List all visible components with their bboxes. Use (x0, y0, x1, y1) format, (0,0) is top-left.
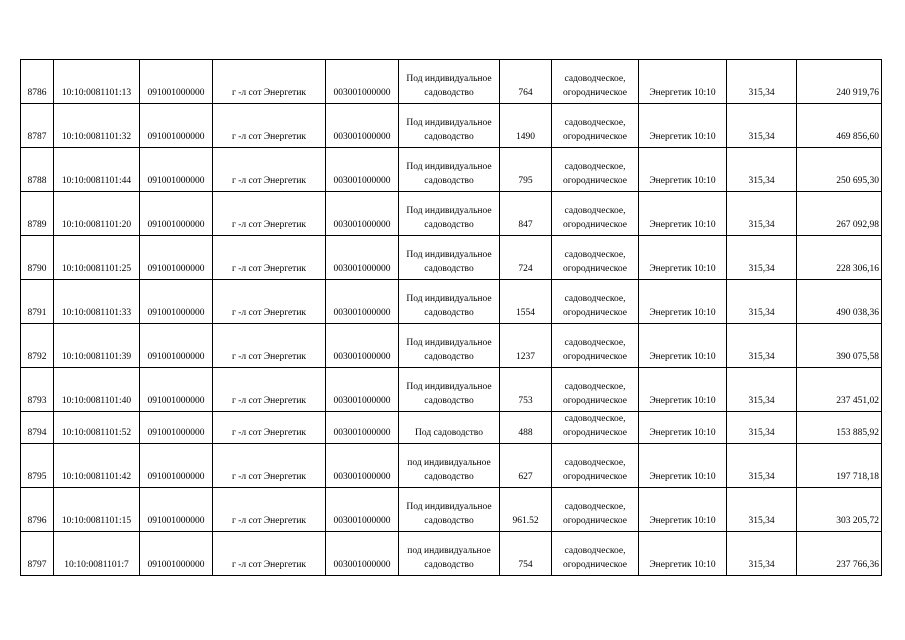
specific-value-cell: 315,34 (727, 148, 797, 192)
cadastral-number-cell: 10:10:0081101:15 (54, 488, 140, 532)
land-category-cell: садоводческое, огородническое (552, 368, 639, 412)
cadastral-quarter-cell: Энергетик 10:10 (639, 280, 727, 324)
table-row (21, 368, 882, 412)
land-category-cell: садоводческое, огородническое (552, 148, 639, 192)
cadastral-quarter-cell: Энергетик 10:10 (639, 412, 727, 444)
okato-code-cell: 091001000000 (140, 192, 213, 236)
oktmo-code-cell: 003001000000 (326, 532, 399, 576)
specific-value-cell: 315,34 (727, 488, 797, 532)
cadastral-value-cell: 469 856,60 (797, 104, 882, 148)
cadastral-number-cell: 10:10:0081101:52 (54, 412, 140, 444)
cadastral-quarter-cell: Энергетик 10:10 (639, 236, 727, 280)
permitted-use-cell: под индивидуальное садоводство (399, 444, 500, 488)
location-cell: г -л сот Энергетик (213, 148, 326, 192)
location-cell: г -л сот Энергетик (213, 280, 326, 324)
cadastral-value-cell: 303 205,72 (797, 488, 882, 532)
land-category-cell: садоводческое, огородническое (552, 412, 639, 444)
cadastral-number-cell: 10:10:0081101:33 (54, 280, 140, 324)
land-category-cell: садоводческое, огородническое (552, 488, 639, 532)
oktmo-code-cell: 003001000000 (326, 148, 399, 192)
row-number-cell: 8787 (21, 104, 54, 148)
area-cell: 724 (500, 236, 552, 280)
table-row (21, 532, 882, 576)
cadastral-quarter-cell: Энергетик 10:10 (639, 60, 727, 104)
land-category-cell: садоводческое, огородническое (552, 104, 639, 148)
cadastral-value-cell: 237 766,36 (797, 532, 882, 576)
cadastral-quarter-cell: Энергетик 10:10 (639, 324, 727, 368)
location-cell: г -л сот Энергетик (213, 444, 326, 488)
area-cell: 795 (500, 148, 552, 192)
row-number-cell: 8794 (21, 412, 54, 444)
area-cell: 961.52 (500, 488, 552, 532)
row-number-cell: 8790 (21, 236, 54, 280)
location-cell: г -л сот Энергетик (213, 192, 326, 236)
cadastral-quarter-cell: Энергетик 10:10 (639, 368, 727, 412)
row-number-cell: 8789 (21, 192, 54, 236)
area-cell: 1554 (500, 280, 552, 324)
okato-code-cell: 091001000000 (140, 412, 213, 444)
okato-code-cell: 091001000000 (140, 104, 213, 148)
cadastral-number-cell: 10:10:0081101:42 (54, 444, 140, 488)
area-cell: 627 (500, 444, 552, 488)
oktmo-code-cell: 003001000000 (326, 412, 399, 444)
permitted-use-cell: Под индивидуальное садоводство (399, 236, 500, 280)
specific-value-cell: 315,34 (727, 236, 797, 280)
oktmo-code-cell: 003001000000 (326, 488, 399, 532)
table-row (21, 236, 882, 280)
row-number-cell: 8796 (21, 488, 54, 532)
row-number-cell: 8792 (21, 324, 54, 368)
cadastral-quarter-cell: Энергетик 10:10 (639, 444, 727, 488)
cadastral-value-cell: 490 038,36 (797, 280, 882, 324)
cadastral-number-cell: 10:10:0081101:32 (54, 104, 140, 148)
location-cell: г -л сот Энергетик (213, 368, 326, 412)
table-row (21, 444, 882, 488)
cadastral-value-cell: 197 718,18 (797, 444, 882, 488)
area-cell: 488 (500, 412, 552, 444)
permitted-use-cell: Под индивидуальное садоводство (399, 368, 500, 412)
cadastral-quarter-cell: Энергетик 10:10 (639, 488, 727, 532)
table-body (21, 60, 882, 576)
land-category-cell: садоводческое, огородническое (552, 60, 639, 104)
specific-value-cell: 315,34 (727, 104, 797, 148)
okato-code-cell: 091001000000 (140, 488, 213, 532)
permitted-use-cell: Под индивидуальное садоводство (399, 60, 500, 104)
area-cell: 1490 (500, 104, 552, 148)
okato-code-cell: 091001000000 (140, 532, 213, 576)
table-row (21, 488, 882, 532)
okato-code-cell: 091001000000 (140, 60, 213, 104)
row-number-cell: 8786 (21, 60, 54, 104)
specific-value-cell: 315,34 (727, 368, 797, 412)
table-row (21, 148, 882, 192)
permitted-use-cell: Под индивидуальное садоводство (399, 104, 500, 148)
cadastral-quarter-cell: Энергетик 10:10 (639, 192, 727, 236)
cadastral-value-cell: 267 092,98 (797, 192, 882, 236)
area-cell: 764 (500, 60, 552, 104)
specific-value-cell: 315,34 (727, 444, 797, 488)
cadastral-number-cell: 10:10:0081101:25 (54, 236, 140, 280)
cadastral-quarter-cell: Энергетик 10:10 (639, 148, 727, 192)
specific-value-cell: 315,34 (727, 324, 797, 368)
location-cell: г -л сот Энергетик (213, 532, 326, 576)
oktmo-code-cell: 003001000000 (326, 104, 399, 148)
land-category-cell: садоводческое, огородническое (552, 444, 639, 488)
cadastral-value-cell: 250 695,30 (797, 148, 882, 192)
location-cell: г -л сот Энергетик (213, 412, 326, 444)
table-row (21, 60, 882, 104)
table-row (21, 192, 882, 236)
cadastral-value-cell: 390 075,58 (797, 324, 882, 368)
table-row (21, 412, 882, 444)
location-cell: г -л сот Энергетик (213, 236, 326, 280)
okato-code-cell: 091001000000 (140, 444, 213, 488)
oktmo-code-cell: 003001000000 (326, 368, 399, 412)
cadastral-value-cell: 237 451,02 (797, 368, 882, 412)
permitted-use-cell: Под индивидуальное садоводство (399, 148, 500, 192)
land-category-cell: садоводческое, огородническое (552, 236, 639, 280)
cadastral-value-cell: 240 919,76 (797, 60, 882, 104)
permitted-use-cell: Под индивидуальное садоводство (399, 280, 500, 324)
location-cell: г -л сот Энергетик (213, 488, 326, 532)
area-cell: 847 (500, 192, 552, 236)
specific-value-cell: 315,34 (727, 192, 797, 236)
cadastral-number-cell: 10:10:0081101:44 (54, 148, 140, 192)
table-row (21, 280, 882, 324)
oktmo-code-cell: 003001000000 (326, 280, 399, 324)
oktmo-code-cell: 003001000000 (326, 324, 399, 368)
cadastral-number-cell: 10:10:0081101:7 (54, 532, 140, 576)
permitted-use-cell: под индивидуальное садоводство (399, 532, 500, 576)
table-row (21, 324, 882, 368)
okato-code-cell: 091001000000 (140, 280, 213, 324)
permitted-use-cell: Под садоводство (399, 412, 500, 444)
table-row (21, 104, 882, 148)
cadastral-value-cell: 153 885,92 (797, 412, 882, 444)
permitted-use-cell: Под индивидуальное садоводство (399, 324, 500, 368)
land-category-cell: садоводческое, огородническое (552, 192, 639, 236)
permitted-use-cell: Под индивидуальное садоводство (399, 488, 500, 532)
okato-code-cell: 091001000000 (140, 236, 213, 280)
land-plot-table (20, 59, 882, 576)
oktmo-code-cell: 003001000000 (326, 192, 399, 236)
cadastral-quarter-cell: Энергетик 10:10 (639, 104, 727, 148)
oktmo-code-cell: 003001000000 (326, 60, 399, 104)
oktmo-code-cell: 003001000000 (326, 444, 399, 488)
cadastral-value-cell: 228 306,16 (797, 236, 882, 280)
specific-value-cell: 315,34 (727, 412, 797, 444)
okato-code-cell: 091001000000 (140, 368, 213, 412)
oktmo-code-cell: 003001000000 (326, 236, 399, 280)
row-number-cell: 8791 (21, 280, 54, 324)
land-category-cell: садоводческое, огородническое (552, 324, 639, 368)
row-number-cell: 8793 (21, 368, 54, 412)
specific-value-cell: 315,34 (727, 532, 797, 576)
cadastral-number-cell: 10:10:0081101:39 (54, 324, 140, 368)
row-number-cell: 8788 (21, 148, 54, 192)
cadastral-number-cell: 10:10:0081101:13 (54, 60, 140, 104)
permitted-use-cell: Под индивидуальное садоводство (399, 192, 500, 236)
area-cell: 754 (500, 532, 552, 576)
area-cell: 753 (500, 368, 552, 412)
specific-value-cell: 315,34 (727, 280, 797, 324)
okato-code-cell: 091001000000 (140, 324, 213, 368)
cadastral-number-cell: 10:10:0081101:20 (54, 192, 140, 236)
specific-value-cell: 315,34 (727, 60, 797, 104)
land-category-cell: садоводческое, огородническое (552, 532, 639, 576)
location-cell: г -л сот Энергетик (213, 324, 326, 368)
row-number-cell: 8795 (21, 444, 54, 488)
location-cell: г -л сот Энергетик (213, 60, 326, 104)
area-cell: 1237 (500, 324, 552, 368)
location-cell: г -л сот Энергетик (213, 104, 326, 148)
cadastral-number-cell: 10:10:0081101:40 (54, 368, 140, 412)
okato-code-cell: 091001000000 (140, 148, 213, 192)
cadastral-quarter-cell: Энергетик 10:10 (639, 532, 727, 576)
row-number-cell: 8797 (21, 532, 54, 576)
land-category-cell: садоводческое, огородническое (552, 280, 639, 324)
